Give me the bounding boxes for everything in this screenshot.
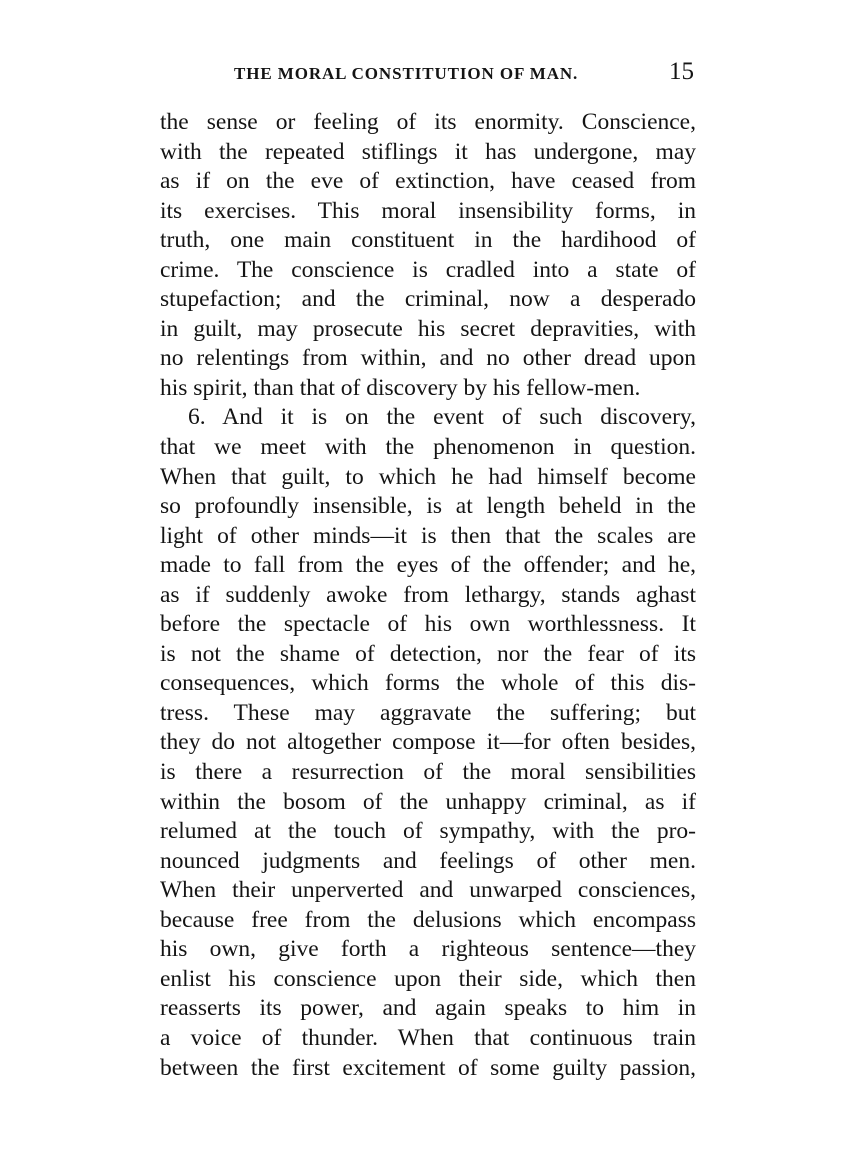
text-line: his spirit, than that of discovery by his fellow-men. — [160, 374, 641, 401]
text-line: in guilt, may prosecute his secret depravities, with — [160, 315, 696, 342]
text-line: is not the shame of detection, nor the fear of its — [160, 640, 696, 667]
text-line: consequences, which forms the whole of this dis- — [160, 670, 696, 697]
paragraph-start-line: 6. And it is on the event of such discovery, — [188, 404, 696, 431]
text-line: is there a resurrection of the moral sensibilities — [160, 759, 696, 786]
text-line: reasserts its power, and again speaks to him in — [160, 995, 696, 1022]
text-line: a voice of thunder. When that continuous train — [160, 1024, 696, 1051]
text-line: When that guilt, to which he had himself become — [160, 463, 696, 490]
text-line: relumed at the touch of sympathy, with the pro- — [160, 818, 696, 845]
body-text — [160, 108, 696, 1083]
running-head: THE MORAL CONSTITUTION OF MAN. — [234, 64, 579, 83]
text-line: enlist his conscience upon their side, which then — [160, 965, 696, 992]
page-number: 15 — [669, 58, 694, 85]
text-line: the sense or feeling of its enormity. Conscience, — [160, 109, 696, 135]
text-line: before the spectacle of his own worthlessness. It — [160, 611, 696, 638]
text-line: nounced judgments and feelings of other men. — [160, 847, 696, 874]
page-header — [160, 58, 696, 90]
text-line: its exercises. This moral insensibility forms, in — [160, 197, 696, 224]
text-line: When their unperverted and unwarped consciences, — [160, 877, 696, 904]
text-line: with the repeated stiflings it has undergone, may — [160, 138, 696, 165]
text-line: because free from the delusions which encompass — [160, 906, 696, 933]
text-line: no relentings from within, and no other dread upon — [160, 345, 696, 372]
text-line: between the first excitement of some guilty passion, — [160, 1054, 696, 1081]
text-line: they do not altogether compose it—for often besides, — [160, 729, 696, 756]
text-line: as if on the eve of extinction, have ceased from — [160, 168, 696, 195]
text-line: his own, give forth a righteous sentence—they — [160, 936, 696, 963]
text-line: stupefaction; and the criminal, now a desperado — [160, 286, 696, 313]
text-line: tress. These may aggravate the suffering; but — [160, 699, 696, 726]
text-line: light of other minds—it is then that the scales are — [160, 522, 696, 549]
text-line: so profoundly insensible, is at length beheld in the — [160, 493, 696, 520]
text-line: made to fall from the eyes of the offender; and he, — [160, 552, 696, 579]
text-line: as if suddenly awoke from lethargy, stands aghast — [160, 581, 696, 608]
text-line: truth, one main constituent in the hardihood of — [160, 227, 696, 254]
text-line: within the bosom of the unhappy criminal, as if — [160, 788, 696, 815]
text-line: that we meet with the phenomenon in question. — [160, 434, 696, 461]
text-line: crime. The conscience is cradled into a state of — [160, 256, 696, 283]
